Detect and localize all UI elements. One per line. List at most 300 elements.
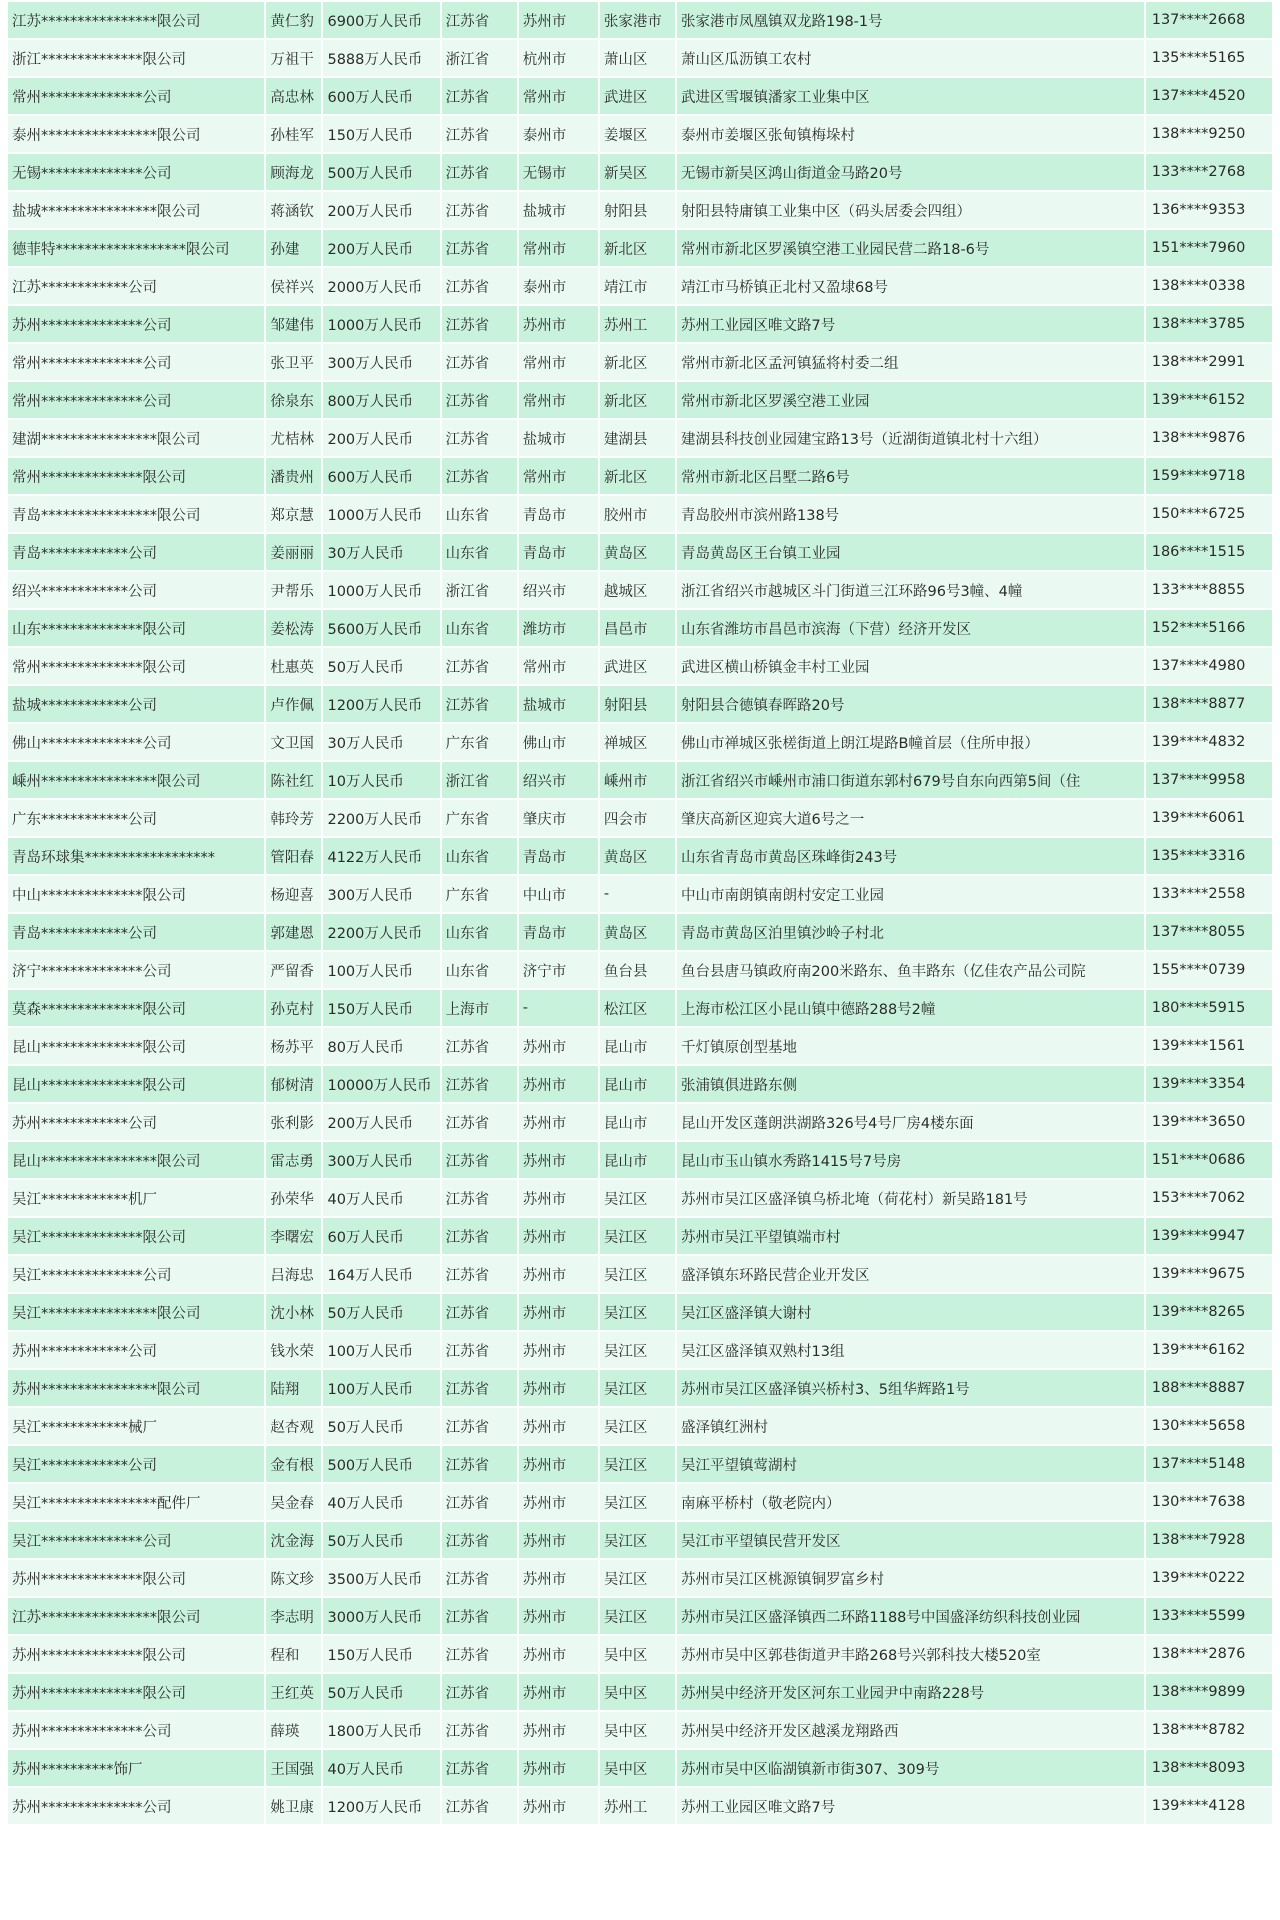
company-name-cell: 吴江**************公司 <box>8 1256 264 1292</box>
company-name-cell: 苏州**************公司 <box>8 1788 264 1824</box>
district-cell: 苏州工 <box>600 1788 675 1824</box>
registered-capital-cell: 6900万人民币 <box>323 2 439 38</box>
company-name-cell: 吴江****************限公司 <box>8 1294 264 1330</box>
registered-capital-cell: 2200万人民币 <box>323 914 439 950</box>
phone-cell: 188****8887 <box>1146 1370 1272 1406</box>
address-cell: 常州市新北区吕墅二路6号 <box>677 458 1144 494</box>
province-cell: 江苏省 <box>442 1104 517 1140</box>
district-cell: 射阳县 <box>600 192 675 228</box>
address-cell: 张浦镇俱进路东侧 <box>677 1066 1144 1102</box>
table-row <box>8 1598 1272 1634</box>
district-cell: 吴中区 <box>600 1674 675 1710</box>
city-cell: 常州市 <box>519 382 598 418</box>
contact-person-cell: 万祖干 <box>266 40 321 76</box>
contact-person-cell: 姜丽丽 <box>266 534 321 570</box>
table-row <box>8 534 1272 570</box>
province-cell: 山东省 <box>442 610 517 646</box>
district-cell: 黄岛区 <box>600 914 675 950</box>
company-name-cell: 常州**************限公司 <box>8 648 264 684</box>
address-cell: 苏州市吴江区桃源镇铜罗富乡村 <box>677 1560 1144 1596</box>
city-cell: 苏州市 <box>519 1560 598 1596</box>
company-name-cell: 苏州**************限公司 <box>8 1636 264 1672</box>
province-cell: 江苏省 <box>442 1484 517 1520</box>
city-cell: 绍兴市 <box>519 762 598 798</box>
phone-cell: 152****5166 <box>1146 610 1272 646</box>
table-row <box>8 838 1272 874</box>
address-cell: 上海市松江区小昆山镇中德路288号2幢 <box>677 990 1144 1026</box>
city-cell: 苏州市 <box>519 1294 598 1330</box>
city-cell: 泰州市 <box>519 116 598 152</box>
table-row <box>8 306 1272 342</box>
address-cell: 盛泽镇红洲村 <box>677 1408 1144 1444</box>
province-cell: 江苏省 <box>442 1370 517 1406</box>
province-cell: 江苏省 <box>442 192 517 228</box>
province-cell: 江苏省 <box>442 1598 517 1634</box>
province-cell: 浙江省 <box>442 40 517 76</box>
contact-person-cell: 吕海忠 <box>266 1256 321 1292</box>
company-name-cell: 青岛****************限公司 <box>8 496 264 532</box>
district-cell: 禅城区 <box>600 724 675 760</box>
district-cell: 昌邑市 <box>600 610 675 646</box>
company-name-cell: 苏州**************公司 <box>8 1712 264 1748</box>
city-cell: 苏州市 <box>519 1104 598 1140</box>
company-name-cell: 常州**************公司 <box>8 78 264 114</box>
registered-capital-cell: 40万人民币 <box>323 1750 439 1786</box>
table-row <box>8 1560 1272 1596</box>
registered-capital-cell: 150万人民币 <box>323 1636 439 1672</box>
table-row <box>8 1788 1272 1824</box>
city-cell: 常州市 <box>519 230 598 266</box>
phone-cell: 155****0739 <box>1146 952 1272 988</box>
phone-cell: 138****9899 <box>1146 1674 1272 1710</box>
table-body <box>8 2 1272 1824</box>
contact-person-cell: 雷志勇 <box>266 1142 321 1178</box>
district-cell: 吴江区 <box>600 1598 675 1634</box>
contact-person-cell: 吴金春 <box>266 1484 321 1520</box>
district-cell: 吴江区 <box>600 1522 675 1558</box>
table-row <box>8 458 1272 494</box>
contact-person-cell: 尤桔林 <box>266 420 321 456</box>
contact-person-cell: 程和 <box>266 1636 321 1672</box>
registered-capital-cell: 50万人民币 <box>323 1408 439 1444</box>
city-cell: 苏州市 <box>519 1180 598 1216</box>
province-cell: 江苏省 <box>442 1560 517 1596</box>
table-row <box>8 230 1272 266</box>
table-row <box>8 192 1272 228</box>
district-cell: 张家港市 <box>600 2 675 38</box>
province-cell: 江苏省 <box>442 268 517 304</box>
address-cell: 昆山开发区蓬朗洪湖路326号4号厂房4楼东面 <box>677 1104 1144 1140</box>
table-row <box>8 1066 1272 1102</box>
phone-cell: 159****9718 <box>1146 458 1272 494</box>
address-cell: 武进区横山桥镇金丰村工业园 <box>677 648 1144 684</box>
registered-capital-cell: 40万人民币 <box>323 1484 439 1520</box>
address-cell: 青岛市黄岛区泊里镇沙岭子村北 <box>677 914 1144 950</box>
company-name-cell: 昆山**************限公司 <box>8 1028 264 1064</box>
registered-capital-cell: 50万人民币 <box>323 1674 439 1710</box>
phone-cell: 138****2876 <box>1146 1636 1272 1672</box>
province-cell: 江苏省 <box>442 1750 517 1786</box>
phone-cell: 138****2991 <box>1146 344 1272 380</box>
address-cell: 肇庆高新区迎宾大道6号之一 <box>677 800 1144 836</box>
city-cell: 常州市 <box>519 344 598 380</box>
table-row <box>8 1104 1272 1140</box>
table-row <box>8 1142 1272 1178</box>
province-cell: 江苏省 <box>442 1142 517 1178</box>
table-row <box>8 762 1272 798</box>
contact-person-cell: 潘贵州 <box>266 458 321 494</box>
city-cell: 苏州市 <box>519 1408 598 1444</box>
city-cell: 佛山市 <box>519 724 598 760</box>
phone-cell: 138****0338 <box>1146 268 1272 304</box>
phone-cell: 133****8855 <box>1146 572 1272 608</box>
province-cell: 广东省 <box>442 724 517 760</box>
city-cell: 苏州市 <box>519 1028 598 1064</box>
district-cell: 吴江区 <box>600 1370 675 1406</box>
company-table <box>6 0 1274 1826</box>
company-name-cell: 苏州**************限公司 <box>8 1560 264 1596</box>
address-cell: 苏州工业园区唯文路7号 <box>677 1788 1144 1824</box>
district-cell: 吴中区 <box>600 1636 675 1672</box>
address-cell: 苏州市吴江平望镇端市村 <box>677 1218 1144 1254</box>
province-cell: 江苏省 <box>442 230 517 266</box>
district-cell: 吴中区 <box>600 1712 675 1748</box>
table-row <box>8 914 1272 950</box>
province-cell: 江苏省 <box>442 1446 517 1482</box>
registered-capital-cell: 300万人民币 <box>323 344 439 380</box>
company-name-cell: 江苏****************限公司 <box>8 1598 264 1634</box>
district-cell: 新北区 <box>600 230 675 266</box>
address-cell: 吴江平望镇莺湖村 <box>677 1446 1144 1482</box>
company-name-cell: 苏州************公司 <box>8 1332 264 1368</box>
address-cell: 吴江区盛泽镇大谢村 <box>677 1294 1144 1330</box>
contact-person-cell: 陆翔 <box>266 1370 321 1406</box>
district-cell: 萧山区 <box>600 40 675 76</box>
contact-person-cell: 李曙宏 <box>266 1218 321 1254</box>
company-name-cell: 广东************公司 <box>8 800 264 836</box>
address-cell: 山东省青岛市黄岛区珠峰街243号 <box>677 838 1144 874</box>
phone-cell: 139****9675 <box>1146 1256 1272 1292</box>
province-cell: 山东省 <box>442 534 517 570</box>
company-name-cell: 苏州**************公司 <box>8 306 264 342</box>
table-row <box>8 1370 1272 1406</box>
phone-cell: 133****5599 <box>1146 1598 1272 1634</box>
table-row <box>8 2 1272 38</box>
company-name-cell: 常州**************公司 <box>8 344 264 380</box>
company-name-cell: 绍兴************公司 <box>8 572 264 608</box>
address-cell: 南麻平桥村（敬老院内） <box>677 1484 1144 1520</box>
registered-capital-cell: 5888万人民币 <box>323 40 439 76</box>
registered-capital-cell: 300万人民币 <box>323 876 439 912</box>
company-name-cell: 常州**************公司 <box>8 382 264 418</box>
registered-capital-cell: 50万人民币 <box>323 1294 439 1330</box>
city-cell: 苏州市 <box>519 1066 598 1102</box>
company-name-cell: 昆山**************限公司 <box>8 1066 264 1102</box>
contact-person-cell: 姜松涛 <box>266 610 321 646</box>
province-cell: 江苏省 <box>442 1066 517 1102</box>
company-name-cell: 吴江************械厂 <box>8 1408 264 1444</box>
table-row <box>8 1256 1272 1292</box>
city-cell: 苏州市 <box>519 1446 598 1482</box>
address-cell: 青岛胶州市滨州路138号 <box>677 496 1144 532</box>
contact-person-cell: 赵杏观 <box>266 1408 321 1444</box>
contact-person-cell: 孙建 <box>266 230 321 266</box>
contact-person-cell: 王国强 <box>266 1750 321 1786</box>
address-cell: 苏州市吴中区临湖镇新市街307、309号 <box>677 1750 1144 1786</box>
table-row <box>8 116 1272 152</box>
registered-capital-cell: 4122万人民币 <box>323 838 439 874</box>
contact-person-cell: 邹建伟 <box>266 306 321 342</box>
table-row <box>8 724 1272 760</box>
province-cell: 江苏省 <box>442 648 517 684</box>
province-cell: 江苏省 <box>442 458 517 494</box>
company-name-cell: 青岛环球集****************** <box>8 838 264 874</box>
province-cell: 山东省 <box>442 914 517 950</box>
province-cell: 江苏省 <box>442 1180 517 1216</box>
contact-person-cell: 徐泉东 <box>266 382 321 418</box>
registered-capital-cell: 3500万人民币 <box>323 1560 439 1596</box>
address-cell: 佛山市禅城区张槎街道上朗江堤路B幢首层（住所申报） <box>677 724 1144 760</box>
city-cell: 杭州市 <box>519 40 598 76</box>
company-name-cell: 莫森**************限公司 <box>8 990 264 1026</box>
contact-person-cell: 黄仁豹 <box>266 2 321 38</box>
phone-cell: 136****9353 <box>1146 192 1272 228</box>
province-cell: 广东省 <box>442 800 517 836</box>
company-sheet <box>6 0 1274 1826</box>
address-cell: 苏州工业园区唯文路7号 <box>677 306 1144 342</box>
company-name-cell: 江苏****************限公司 <box>8 2 264 38</box>
province-cell: 江苏省 <box>442 2 517 38</box>
address-cell: 常州市新北区孟河镇猛将村委二组 <box>677 344 1144 380</box>
table-row <box>8 1294 1272 1330</box>
district-cell: 新北区 <box>600 382 675 418</box>
address-cell: 吴江市平望镇民营开发区 <box>677 1522 1144 1558</box>
district-cell: 四会市 <box>600 800 675 836</box>
city-cell: 盐城市 <box>519 420 598 456</box>
city-cell: 常州市 <box>519 78 598 114</box>
contact-person-cell: 孙克村 <box>266 990 321 1026</box>
table-row <box>8 1028 1272 1064</box>
table-row <box>8 1446 1272 1482</box>
registered-capital-cell: 1800万人民币 <box>323 1712 439 1748</box>
table-row <box>8 1750 1272 1786</box>
registered-capital-cell: 50万人民币 <box>323 1522 439 1558</box>
phone-cell: 137****9958 <box>1146 762 1272 798</box>
phone-cell: 138****9250 <box>1146 116 1272 152</box>
contact-person-cell: 沈小林 <box>266 1294 321 1330</box>
table-row <box>8 876 1272 912</box>
contact-person-cell: 郑京慧 <box>266 496 321 532</box>
province-cell: 浙江省 <box>442 572 517 608</box>
city-cell: 无锡市 <box>519 154 598 190</box>
district-cell: 吴江区 <box>600 1560 675 1596</box>
address-cell: 苏州市吴江区盛泽镇兴桥村3、5组华辉路1号 <box>677 1370 1144 1406</box>
district-cell: 松江区 <box>600 990 675 1026</box>
registered-capital-cell: 100万人民币 <box>323 1332 439 1368</box>
registered-capital-cell: 200万人民币 <box>323 230 439 266</box>
province-cell: 江苏省 <box>442 1522 517 1558</box>
company-name-cell: 盐城************公司 <box>8 686 264 722</box>
registered-capital-cell: 2000万人民币 <box>323 268 439 304</box>
city-cell: 苏州市 <box>519 1218 598 1254</box>
province-cell: 江苏省 <box>442 420 517 456</box>
city-cell: 苏州市 <box>519 1142 598 1178</box>
registered-capital-cell: 600万人民币 <box>323 78 439 114</box>
table-row <box>8 344 1272 380</box>
contact-person-cell: 卢作佩 <box>266 686 321 722</box>
company-name-cell: 苏州************公司 <box>8 1104 264 1140</box>
table-row <box>8 1180 1272 1216</box>
district-cell: 建湖县 <box>600 420 675 456</box>
registered-capital-cell: 500万人民币 <box>323 154 439 190</box>
phone-cell: 133****2558 <box>1146 876 1272 912</box>
province-cell: 山东省 <box>442 838 517 874</box>
registered-capital-cell: 150万人民币 <box>323 990 439 1026</box>
phone-cell: 138****9876 <box>1146 420 1272 456</box>
district-cell: 吴江区 <box>600 1180 675 1216</box>
city-cell: 青岛市 <box>519 496 598 532</box>
table-row <box>8 572 1272 608</box>
phone-cell: 139****4832 <box>1146 724 1272 760</box>
province-cell: 浙江省 <box>442 762 517 798</box>
contact-person-cell: 杨苏平 <box>266 1028 321 1064</box>
contact-person-cell: 郁树清 <box>266 1066 321 1102</box>
province-cell: 江苏省 <box>442 1332 517 1368</box>
district-cell: 射阳县 <box>600 686 675 722</box>
contact-person-cell: 钱水荣 <box>266 1332 321 1368</box>
address-cell: 靖江市马桥镇正北村又盈埭68号 <box>677 268 1144 304</box>
province-cell: 江苏省 <box>442 1218 517 1254</box>
address-cell: 苏州吴中经济开发区河东工业园尹中南路228号 <box>677 1674 1144 1710</box>
district-cell: 苏州工 <box>600 306 675 342</box>
registered-capital-cell: 50万人民币 <box>323 648 439 684</box>
city-cell: 肇庆市 <box>519 800 598 836</box>
registered-capital-cell: 5600万人民币 <box>323 610 439 646</box>
address-cell: 武进区雪堰镇潘家工业集中区 <box>677 78 1144 114</box>
table-row <box>8 154 1272 190</box>
registered-capital-cell: 164万人民币 <box>323 1256 439 1292</box>
company-name-cell: 青岛************公司 <box>8 534 264 570</box>
contact-person-cell: 管阳春 <box>266 838 321 874</box>
contact-person-cell: 尹帮乐 <box>266 572 321 608</box>
contact-person-cell: 杜惠英 <box>266 648 321 684</box>
district-cell: 越城区 <box>600 572 675 608</box>
province-cell: 江苏省 <box>442 1674 517 1710</box>
district-cell: 鱼台县 <box>600 952 675 988</box>
table-row <box>8 40 1272 76</box>
registered-capital-cell: 100万人民币 <box>323 1370 439 1406</box>
phone-cell: 137****4980 <box>1146 648 1272 684</box>
table-row <box>8 686 1272 722</box>
contact-person-cell: 陈文珍 <box>266 1560 321 1596</box>
city-cell: 苏州市 <box>519 1788 598 1824</box>
table-row <box>8 1522 1272 1558</box>
registered-capital-cell: 40万人民币 <box>323 1180 439 1216</box>
address-cell: 浙江省绍兴市嵊州市浦口街道东郭村679号自东向西第5间（住 <box>677 762 1144 798</box>
province-cell: 江苏省 <box>442 382 517 418</box>
address-cell: 青岛黄岛区王台镇工业园 <box>677 534 1144 570</box>
table-row <box>8 382 1272 418</box>
province-cell: 江苏省 <box>442 1636 517 1672</box>
district-cell: 黄岛区 <box>600 838 675 874</box>
contact-person-cell: 张利影 <box>266 1104 321 1140</box>
district-cell: 黄岛区 <box>600 534 675 570</box>
province-cell: 江苏省 <box>442 1294 517 1330</box>
phone-cell: 135****3316 <box>1146 838 1272 874</box>
registered-capital-cell: 30万人民币 <box>323 724 439 760</box>
phone-cell: 180****5915 <box>1146 990 1272 1026</box>
phone-cell: 151****0686 <box>1146 1142 1272 1178</box>
company-name-cell: 吴江************公司 <box>8 1446 264 1482</box>
city-cell: 苏州市 <box>519 1332 598 1368</box>
table-row <box>8 420 1272 456</box>
contact-person-cell: 金有根 <box>266 1446 321 1482</box>
table-row <box>8 800 1272 836</box>
registered-capital-cell: 600万人民币 <box>323 458 439 494</box>
contact-person-cell: 侯祥兴 <box>266 268 321 304</box>
contact-person-cell: 文卫国 <box>266 724 321 760</box>
registered-capital-cell: 10000万人民币 <box>323 1066 439 1102</box>
province-cell: 江苏省 <box>442 1028 517 1064</box>
registered-capital-cell: 1000万人民币 <box>323 572 439 608</box>
address-cell: 吴江区盛泽镇双熟村13组 <box>677 1332 1144 1368</box>
city-cell: 苏州市 <box>519 1256 598 1292</box>
phone-cell: 186****1515 <box>1146 534 1272 570</box>
district-cell: 武进区 <box>600 78 675 114</box>
district-cell: 新北区 <box>600 344 675 380</box>
contact-person-cell: 陈社红 <box>266 762 321 798</box>
city-cell: 苏州市 <box>519 1370 598 1406</box>
company-name-cell: 中山**************限公司 <box>8 876 264 912</box>
district-cell: 武进区 <box>600 648 675 684</box>
table-row <box>8 1636 1272 1672</box>
district-cell: 吴江区 <box>600 1256 675 1292</box>
address-cell: 无锡市新吴区鸿山街道金马路20号 <box>677 154 1144 190</box>
city-cell: 苏州市 <box>519 1598 598 1634</box>
address-cell: 山东省潍坊市昌邑市滨海（下营）经济开发区 <box>677 610 1144 646</box>
address-cell: 中山市南朗镇南朗村安定工业园 <box>677 876 1144 912</box>
phone-cell: 139****3650 <box>1146 1104 1272 1140</box>
city-cell: 青岛市 <box>519 838 598 874</box>
province-cell: 江苏省 <box>442 154 517 190</box>
district-cell: 昆山市 <box>600 1066 675 1102</box>
table-row <box>8 1218 1272 1254</box>
province-cell: 江苏省 <box>442 1712 517 1748</box>
registered-capital-cell: 60万人民币 <box>323 1218 439 1254</box>
address-cell: 苏州市吴中区郭巷街道尹丰路268号兴郭科技大楼520室 <box>677 1636 1144 1672</box>
city-cell: 盐城市 <box>519 686 598 722</box>
contact-person-cell: 姚卫康 <box>266 1788 321 1824</box>
registered-capital-cell: 3000万人民币 <box>323 1598 439 1634</box>
company-name-cell: 浙江**************限公司 <box>8 40 264 76</box>
district-cell: 胶州市 <box>600 496 675 532</box>
city-cell: 盐城市 <box>519 192 598 228</box>
phone-cell: 139****8265 <box>1146 1294 1272 1330</box>
contact-person-cell: 孙荣华 <box>266 1180 321 1216</box>
city-cell: 常州市 <box>519 648 598 684</box>
registered-capital-cell: 1000万人民币 <box>323 496 439 532</box>
table-row <box>8 610 1272 646</box>
table-row <box>8 1408 1272 1444</box>
address-cell: 昆山市玉山镇水秀路1415号7号房 <box>677 1142 1144 1178</box>
district-cell: 昆山市 <box>600 1104 675 1140</box>
city-cell: 中山市 <box>519 876 598 912</box>
registered-capital-cell: 1000万人民币 <box>323 306 439 342</box>
district-cell: 新北区 <box>600 458 675 494</box>
district-cell: 吴江区 <box>600 1446 675 1482</box>
contact-person-cell: 孙桂军 <box>266 116 321 152</box>
phone-cell: 139****0222 <box>1146 1560 1272 1596</box>
